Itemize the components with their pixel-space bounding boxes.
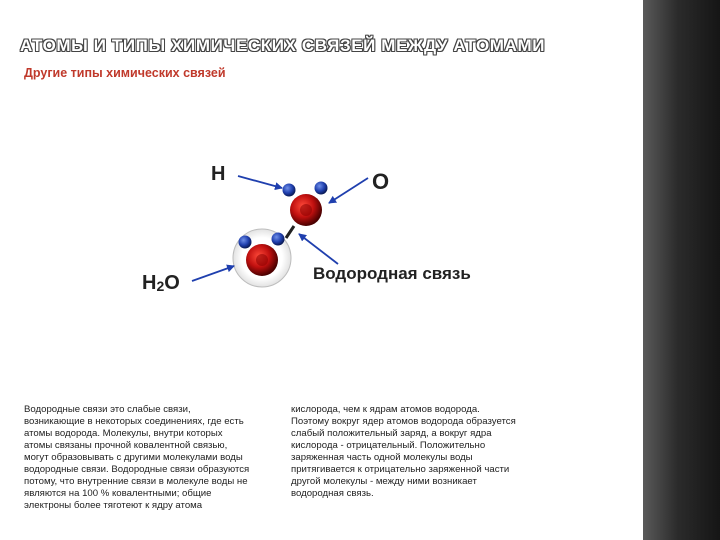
hydrogen-bond-label: Водородная связь [313,264,471,283]
text-line: Поэтому вокруг ядер атомов водорода образуется [291,416,516,427]
arrow-hydrogen [238,176,282,188]
text-line: водородная связь. [291,488,374,499]
upper-oxygen-core [300,204,312,216]
text-line: Водородные связи это слабые связи, [24,404,191,415]
text-line: кислорода, чем к ядрам атомов водорода. [291,404,480,415]
hydrogen-label: H [211,163,226,185]
text-line: являются на 100 % ковалентными; общие [24,488,212,499]
lower-hydrogen-atom-right [272,233,285,246]
arrow-oxygen [329,178,368,203]
upper-hydrogen-atom-right [315,182,328,195]
description-left-column [24,404,249,512]
upper-hydrogen-atom-left [283,184,296,197]
formula-subscript: 2 [156,278,165,294]
side-decoration-bar [643,0,720,540]
hydrogen-bond-line [286,226,294,238]
slide-subtitle: Другие типы химических связей [24,66,226,80]
lower-oxygen-core [256,254,268,266]
water-formula-label [142,272,180,295]
text-line: могут образовывать с другими молекулами воды [24,452,243,463]
text-line: притягивается к отрицательно заряженной части [291,464,510,475]
arrow-h2o [192,266,234,281]
oxygen-label: O [372,169,390,194]
slide-title: АТОМЫ И ТИПЫ ХИМИЧЕСКИХ СВЯЗЕЙ МЕЖДУ АТОМАМИ [20,36,546,55]
description-right-column [291,404,516,500]
text-line: заряженная часть одной молекулы воды [291,452,473,463]
text-line: электроны более тяготеют к ядру атома [24,500,203,511]
text-line: водородные связи. Водородные связи образуются [24,464,250,475]
text-line: возникающие в некоторых соединениях, где есть [24,416,244,427]
text-line: слабый положительный заряд, а вокруг ядра [291,428,492,439]
formula-h: H [142,272,157,294]
lower-hydrogen-atom-left [239,236,252,249]
text-line: другой молекулы - между ними возникает [291,476,477,487]
arrow-hydrogen-bond [299,234,338,264]
text-line: потому, что внутренние связи в молекуле воды не [24,476,248,487]
text-line: атомы водорода. Молекулы, внутри которых [24,428,223,439]
text-line: атомы связаны прочной ковалентной связью, [24,440,228,451]
text-line: кислорода - отрицательный. Положительно [291,440,486,451]
formula-o: O [164,272,180,294]
